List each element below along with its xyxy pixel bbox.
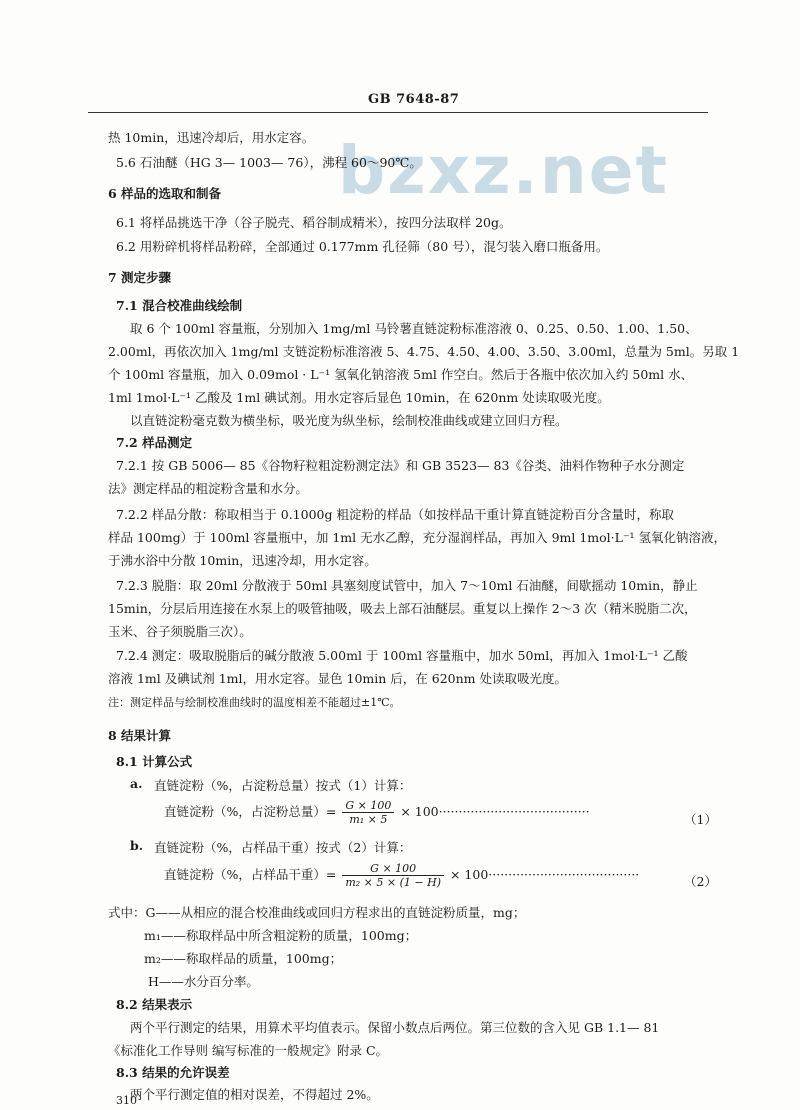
paragraph-line: 2.00ml，再依次加入 1mg/ml 支链淀粉标准溶液 5、4.75、4.50、4.00、3.50、3.00ml，总量为 5ml。另取 1 — [108, 344, 740, 359]
section-7-heading: 7 测定步骤 — [108, 270, 172, 285]
formula-2-number: （2） — [684, 874, 717, 889]
formula-2-numerator: G × 100 — [342, 862, 444, 876]
formula-2-fraction — [342, 862, 444, 889]
formula-1-denominator: m₁ × 5 — [349, 813, 388, 826]
formula-2 — [164, 862, 639, 889]
clause-8-1-heading: 8.1 计算公式 — [116, 754, 193, 769]
formula-2-tail: × 100······································ — [449, 867, 640, 882]
paragraph-line: 两个平行测定的结果，用算术平均值表示。保留小数点后两位。第三位数的含入见 GB 1.1— 81 — [130, 1020, 660, 1035]
item-a-text: 直链淀粉（%，占淀粉总量）按式（1）计算： — [154, 778, 412, 793]
formula-1-fraction — [342, 799, 394, 826]
paragraph-line: 7.2.3 脱脂：取 20ml 分散液于 50ml 具塞刻度试管中，加入 7～10ml 石油醚，间歇摇动 10min，静止 — [116, 578, 698, 593]
header-rule — [88, 112, 708, 113]
text-line: 热 10min，迅速冷却后，用水定容。 — [108, 130, 315, 145]
formula-1-tail: × 100······································ — [400, 804, 590, 819]
formula-1-lhs: 直链淀粉（%，占淀粉总量）= — [164, 804, 337, 819]
where-line: H——水分百分率。 — [148, 974, 259, 989]
clause-8-2-heading: 8.2 结果表示 — [116, 997, 193, 1012]
paragraph-line: 1ml 1mol·L⁻¹ 乙酸及 1ml 碘试剂。用水定容后显色 10min，在 620nm 处读取吸光度。 — [108, 390, 610, 405]
formula-2-lhs: 直链淀粉（%，占样品干重）= — [164, 867, 337, 882]
paragraph-line: 两个平行测定值的相对误差，不得超过 2%。 — [130, 1087, 379, 1102]
item-b-label: b. — [130, 838, 144, 853]
paragraph-line: 7.2.2 样品分散：称取相当于 0.1000g 粗淀粉的样品（如按样品干重计算直链淀粉百分含量时，称取 — [116, 507, 674, 522]
note: 注：测定样品与绘制校准曲线时的温度相差不能超过±1℃。 — [108, 696, 401, 709]
item-b-text: 直链淀粉（%，占样品干重）按式（2）计算： — [154, 840, 412, 855]
watermark-logo: bzxz.net — [338, 132, 670, 209]
paragraph-line: 7.2.4 测定：吸取脱脂后的碱分散液 5.00ml 于 100ml 容量瓶中，加水 50ml，再加入 1mol·L⁻¹ 乙酸 — [116, 648, 688, 663]
paragraph-line: 玉米、谷子须脱脂三次）。 — [108, 624, 252, 639]
paragraph-line: 法》测定样品的粗淀粉含量和水分。 — [108, 481, 309, 496]
paragraph-line: 样品 100mg）于 100ml 容量瓶中，加 1ml 无水乙醇，充分湿润样品，再加入 9ml 1mol·L⁻¹ 氢氧化钠溶液， — [108, 530, 727, 545]
where-line: m₂——称取样品的质量，100mg； — [144, 951, 343, 966]
paragraph-line: 15min，分层后用连接在水泵上的吸管抽吸，吸去上部石油醚层。重复以上操作 2～3 次（精米脱脂二次， — [108, 601, 697, 616]
item-a-label: a. — [130, 776, 143, 791]
clause-8-3-heading: 8.3 结果的允许误差 — [116, 1065, 230, 1080]
paragraph-line: 于沸水浴中分散 10min，迅速冷却，用水定容。 — [108, 553, 377, 568]
formula-1 — [164, 799, 590, 826]
clause-7-2-heading: 7.2 样品测定 — [116, 435, 193, 450]
paragraph-line: 《标准化工作导则 编写标准的一般规定》附录 C。 — [108, 1043, 389, 1058]
paragraph-line: 个 100ml 容量瓶，加入 0.09mol · L⁻¹ 氢氧化钠溶液 5ml 作空白。然后于各瓶中依次加入约 50ml 水、 — [108, 367, 694, 382]
section-6-heading: 6 样品的选取和制备 — [108, 186, 222, 201]
formula-1-numerator: G × 100 — [342, 799, 394, 813]
clause-5-6: 5.6 石油醚（HG 3— 1003— 76），沸程 60～90℃。 — [116, 155, 422, 170]
page-header: GB 7648-87 — [368, 92, 460, 107]
clause-7-1-heading: 7.1 混合校准曲线绘制 — [116, 298, 243, 313]
clause-6-2: 6.2 用粉碎机将样品粉碎，全部通过 0.177mm 孔径筛（80 号），混匀装入磨口瓶备用。 — [116, 239, 609, 254]
paragraph-line: 7.2.1 按 GB 5006— 85《谷物籽粒粗淀粉测定法》和 GB 3523— 83《谷类、油料作物种子水分测定 — [116, 458, 685, 473]
where-line: 式中：G——从相应的混合校准曲线或回归方程求出的直链淀粉质量，mg； — [108, 905, 526, 920]
formula-1-number: （1） — [684, 812, 717, 827]
page-number: 310 — [116, 1094, 137, 1107]
clause-6-1: 6.1 将样品挑选干净（谷子脱壳、稻谷制成精米），按四分法取样 20g。 — [116, 215, 512, 230]
paragraph-line: 以直链淀粉毫克数为横坐标，吸光度为纵坐标，绘制校准曲线或建立回归方程。 — [130, 413, 568, 428]
section-8-heading: 8 结果计算 — [108, 728, 172, 743]
paragraph-line: 溶液 1ml 及碘试剂 1ml，用水定容。显色 10min 后，在 620nm 处读取吸光度。 — [108, 671, 567, 686]
formula-2-denominator: m₂ × 5 × (1 − H) — [345, 876, 441, 889]
where-line: m₁——称取样品中所含粗淀粉的质量，100mg； — [144, 928, 418, 943]
paragraph-line: 取 6 个 100ml 容量瓶，分别加入 1mg/ml 马铃薯直链淀粉标准溶液 0、0.25、0.50、1.00、1.50、 — [130, 321, 698, 336]
